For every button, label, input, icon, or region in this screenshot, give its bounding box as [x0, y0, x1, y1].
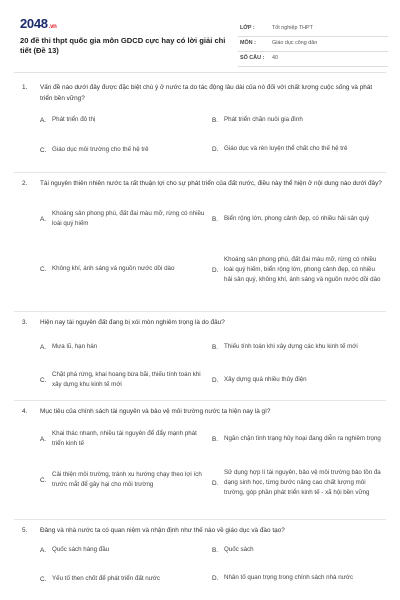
option-letter: D.: [212, 376, 219, 384]
page-title: 20 đề thi thpt quốc gia môn GDCD cực hay có lời giải chi tiết (Đề 13): [20, 36, 226, 55]
option-text: Khoáng sản phong phú, đất đai màu mỡ, rừng có nhiều loài quý hiếm: [52, 210, 205, 227]
option-letter: B.: [212, 343, 219, 351]
option-text: Mưa lũ, hạn hán: [52, 343, 98, 350]
option-text: Ngăn chặn tình trạng hủy hoại đang diễn ra nghiêm trọng: [224, 435, 381, 442]
option-text: Phát triển chăn nuôi gia đình: [224, 116, 303, 123]
option-letter: A.: [40, 215, 47, 223]
option-a[interactable]: [40, 208, 205, 230]
option-letter: B.: [212, 215, 219, 223]
option-text: Khoáng sản phong phú, đất đai màu mỡ, rừng có nhiều loài quý hiếm, biển rộng lớn, phong cảnh đẹp, có nhiều hải sản quý, không khí, ánh sáng và nguồn nước dồi dào: [224, 256, 381, 283]
option-letter: C.: [40, 575, 47, 583]
meta-value: Giáo dục công dân: [272, 40, 318, 46]
option-c[interactable]: [40, 464, 207, 496]
question-1: [0, 84, 400, 174]
question-5: [0, 527, 400, 597]
option-b[interactable]: [212, 428, 382, 450]
meta-row-subject: [238, 37, 388, 52]
metadata-table: [238, 22, 388, 67]
question-number: 2.: [22, 180, 28, 187]
option-b[interactable]: [212, 208, 382, 230]
meta-key: MÔN :: [240, 40, 256, 46]
option-text: Yếu tố then chốt để phát triển đất nước: [52, 575, 160, 582]
option-letter: D.: [212, 479, 219, 487]
question-text: Mục tiêu của chính sách tài nguyên và bảo vệ môi trường nước ta hiện nay là gì?: [40, 408, 271, 415]
question-divider: [14, 400, 386, 401]
option-letter: A.: [40, 435, 47, 443]
question-number: 3.: [22, 319, 28, 326]
meta-row-count: [238, 52, 388, 67]
option-a[interactable]: [40, 428, 205, 450]
option-text: Xây dựng quá nhiều thủy điện: [224, 376, 307, 383]
option-c[interactable]: [40, 258, 205, 280]
option-letter: C.: [40, 376, 47, 384]
option-d[interactable]: [212, 240, 384, 300]
option-text: Biển rộng lớn, phong cảnh đẹp, có nhiều hải sản quý: [224, 215, 370, 222]
question-3: [0, 319, 400, 399]
meta-row-class: [238, 22, 388, 37]
question-number: 1.: [22, 84, 28, 91]
option-text: Khai thác nhanh, nhiều tài nguyên để đẩy mạnh phát triển kinh tế: [52, 430, 197, 447]
option-c[interactable]: [40, 573, 205, 585]
option-text: Quốc sách hàng đầu: [52, 546, 110, 553]
question-text: Đảng và nhà nước ta có quan niệm và nhận định như thế nào về giáo dục và đào tạo?: [40, 527, 285, 534]
question-number: 5.: [22, 527, 28, 534]
option-letter: B.: [212, 116, 219, 124]
option-d[interactable]: [212, 567, 382, 589]
option-b[interactable]: [212, 114, 382, 126]
option-text: Giáo dục môi trường cho thế hệ trẻ: [52, 146, 149, 153]
meta-key: SỐ CÂU :: [240, 55, 265, 61]
option-d[interactable]: [212, 458, 384, 508]
option-b[interactable]: [212, 544, 382, 556]
option-a[interactable]: [40, 114, 200, 126]
meta-key: LỚP :: [240, 25, 255, 31]
option-a[interactable]: [40, 544, 200, 556]
question-2: [0, 180, 400, 310]
question-number: 4.: [22, 408, 28, 415]
question-text: Hiện nay tài nguyên đất đang bị xói mòn nghiêm trọng là do đâu?: [40, 319, 225, 326]
question-4: [0, 408, 400, 518]
option-letter: A.: [40, 343, 47, 351]
option-a[interactable]: [40, 341, 200, 353]
question-divider: [14, 311, 386, 312]
option-c[interactable]: [40, 144, 200, 156]
question-text: Tài nguyên thiên nhiên nước ta rất thuận lợi cho sự phát triển của đất nước, điều này thể hiện ở nội dung nào dưới đây?: [40, 180, 382, 187]
option-text: Chặt phá rừng, khai hoang bừa bãi, thiếu tính toán khi xây dựng khu kinh tế mới: [52, 371, 201, 388]
option-letter: B.: [212, 546, 219, 554]
option-text: Nhân tố quan trọng trong chính sách nhà nước: [224, 574, 353, 581]
document-header: [14, 10, 388, 72]
option-text: Quốc sách: [224, 546, 254, 553]
option-text: Giáo dục và rèn luyện thể chất cho thế hệ trẻ: [224, 145, 348, 152]
question-divider: [14, 519, 386, 520]
option-text: Cải thiện môi trường, tránh xu hướng chạy theo lợi ích trước mắt để gây hại cho môi trường: [52, 471, 202, 488]
option-text: Phát triển đô thị: [52, 116, 96, 123]
option-letter: A.: [40, 546, 47, 554]
site-logo[interactable]: 2048.vn: [20, 16, 57, 31]
question-divider: [14, 172, 386, 173]
option-d[interactable]: [212, 138, 382, 160]
meta-value: 40: [272, 55, 278, 61]
option-letter: B.: [212, 435, 219, 443]
option-letter: D.: [212, 574, 219, 582]
option-letter: C.: [40, 476, 47, 484]
option-letter: A.: [40, 116, 47, 124]
meta-value: Tốt nghiệp THPT: [272, 25, 313, 31]
option-text: Thiếu tính toán khi xây dựng các khu kinh tế mới: [224, 343, 358, 350]
option-letter: C.: [40, 265, 47, 273]
option-b[interactable]: [212, 336, 382, 358]
option-d[interactable]: [212, 374, 382, 386]
option-letter: D.: [212, 145, 219, 153]
option-text: Không khí, ánh sáng và nguồn nước dồi dào: [52, 265, 175, 272]
option-text: Sử dụng hợp lí tài nguyên, bảo vệ môi trường bảo tồn đa dạng sinh học, từng bước nâng cao chất lượng môi trường, góp phần phát triển kinh tế - xã hội bền vững: [224, 469, 381, 496]
question-text: Vấn đề nào dưới đây được đặc biệt chú ý ở nước ta do tác động lâu dài của nó đối với chất lượng cuộc sống và phát triển bền vững?: [40, 84, 373, 102]
option-letter: D.: [212, 266, 219, 274]
option-c[interactable]: [40, 369, 205, 391]
option-letter: C.: [40, 146, 47, 154]
header-divider: [14, 72, 386, 73]
